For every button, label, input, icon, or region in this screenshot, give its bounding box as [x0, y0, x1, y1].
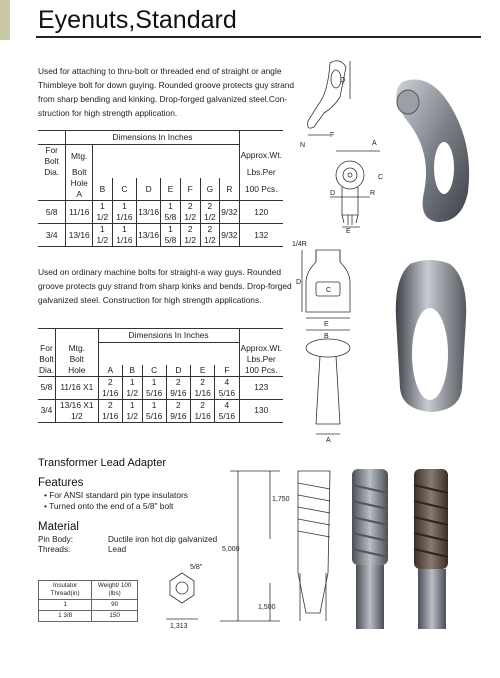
- cell: 4 5/16: [215, 376, 239, 399]
- col-header: Lbs.Per: [239, 167, 283, 178]
- section1-dimensions-table: [38, 130, 283, 247]
- adapter-photos: [342, 465, 472, 635]
- header-rule: [36, 36, 481, 38]
- header-accent-bar: [0, 0, 10, 40]
- section3-title: Transformer Lead Adapter: [38, 457, 166, 469]
- material-label: Pin Body:: [38, 535, 74, 544]
- cell: 13/16 X1 1/2: [55, 399, 98, 422]
- col-letter: F: [215, 365, 239, 377]
- cell: 1 1/2: [122, 376, 142, 399]
- cell: 5/8: [38, 201, 66, 224]
- col-letter: C: [142, 365, 166, 377]
- desc-line: Thimbleye bolt for down guying. Rounded groove protects guy strand: [38, 80, 295, 90]
- section2-description: [38, 265, 308, 307]
- col-header: Approx.Wt.: [240, 342, 282, 353]
- cell: 9/32: [220, 201, 239, 224]
- diagram-label: N: [300, 142, 306, 149]
- diagram-label: C: [378, 174, 384, 181]
- col-header: Bolt: [66, 167, 93, 178]
- col-header: Approx.Wt.: [239, 145, 283, 168]
- col-header: Hole: [55, 365, 98, 377]
- page-title: Eyenuts,Standard: [38, 6, 237, 34]
- table-row: [39, 600, 138, 611]
- cell: 2 1/16: [98, 376, 122, 399]
- col-header: For Bolt: [38, 145, 66, 168]
- cell: 1 1/2: [122, 399, 142, 422]
- col-header: Bolt: [39, 353, 54, 364]
- col-header: 100 Pcs.: [239, 178, 283, 201]
- dimension-label: 5/8": [190, 564, 203, 571]
- eyenut-straight-photo: [380, 258, 485, 418]
- cell: 1: [39, 600, 92, 611]
- desc-line: groove protects guy strand from sharp kinks and bends. Drop-forged: [38, 281, 292, 291]
- cell: 3/4: [38, 399, 55, 422]
- col-letter: E: [161, 178, 181, 201]
- material-value: Lead: [108, 545, 127, 554]
- desc-line: Used on ordinary machine bolts for straight-a way guys. Rounded: [38, 267, 282, 277]
- diagram-label: B: [324, 333, 329, 340]
- desc-line: Used for attaching to thru-bolt or threaded end of straight or angle: [38, 66, 282, 76]
- col-header: Mtg.: [55, 343, 98, 354]
- feature-text: Turned onto the end of a 5/8" bolt: [49, 501, 174, 511]
- desc-line: struction for high strength application.: [38, 108, 178, 118]
- cell: 1 1/16: [112, 201, 136, 224]
- table-row: [38, 399, 283, 422]
- desc-line: from sharp bending and kinking. Drop-forged galvanized steel.Con-: [38, 94, 288, 104]
- cell: 123: [239, 376, 283, 399]
- desc-line: galvanized steel. Construction for high strength applications.: [38, 295, 262, 305]
- cell: 150: [92, 611, 138, 622]
- section1-description: [38, 64, 308, 120]
- cell: 2 9/16: [166, 399, 190, 422]
- page-header: [0, 0, 500, 40]
- table-row: [38, 224, 283, 247]
- list-item: • For ANSI standard pin type insulators: [44, 490, 188, 500]
- cell: 1 1/2: [93, 224, 113, 247]
- col-header: 100 Pcs.: [239, 365, 283, 377]
- list-item: • Turned onto the end of a 5/8" bolt: [44, 501, 174, 511]
- diagram-label: D: [330, 190, 336, 197]
- diagram-label: F: [330, 132, 335, 139]
- col-letter: G: [200, 178, 220, 201]
- adapter-drawing: [150, 463, 340, 633]
- cell: 2 1/2: [180, 224, 200, 247]
- material-label: Threads:: [38, 545, 71, 554]
- cell: 5/8: [38, 376, 55, 399]
- col-letter: D: [166, 365, 190, 377]
- col-header: Dia.: [38, 167, 66, 178]
- cell: 120: [239, 201, 283, 224]
- cell: 132: [239, 224, 283, 247]
- col-letter: C: [112, 178, 136, 201]
- cell: 130: [239, 399, 283, 422]
- col-header: For: [38, 343, 55, 354]
- cell: 1 5/16: [142, 399, 166, 422]
- col-header: Dia.: [39, 364, 54, 375]
- cell: 1 3/8: [39, 611, 92, 622]
- col-header: Mtg.: [66, 145, 93, 168]
- table-row: [38, 201, 283, 224]
- diagram-label: 1/4R: [292, 241, 307, 248]
- diagram-label: C: [326, 287, 332, 294]
- cell: 1 1/16: [112, 224, 136, 247]
- col-header: Lbs.Per: [239, 354, 283, 365]
- col-letter: B: [93, 178, 113, 201]
- features-heading: Features: [38, 477, 84, 489]
- dims-header: Dimensions In Inches: [66, 131, 239, 145]
- cell: 1 5/8: [161, 201, 181, 224]
- cell: 2 1/16: [98, 399, 122, 422]
- dimension-label: 5,000: [222, 546, 240, 553]
- dimension-label: 1,750: [272, 496, 290, 503]
- col-header: Insulator Thread(in): [39, 581, 92, 600]
- diagram-label: Q: [340, 77, 346, 84]
- table-row: [38, 376, 283, 399]
- diagram-label: A: [326, 437, 331, 444]
- cell: 2 1/2: [180, 201, 200, 224]
- cell: 11/16: [66, 201, 93, 224]
- cell: 1 1/2: [93, 201, 113, 224]
- cell: 90: [92, 600, 138, 611]
- cell: 9/32: [220, 224, 239, 247]
- diagram-label: A: [372, 140, 377, 147]
- dimension-label: 1,500: [258, 604, 276, 611]
- cell: 2 1/16: [191, 399, 215, 422]
- cell: 1 5/16: [142, 376, 166, 399]
- material-heading: Material: [38, 521, 79, 533]
- weight-table: [38, 580, 138, 622]
- cell: 4 5/16: [215, 399, 239, 422]
- col-letter: D: [137, 178, 161, 201]
- cell: 11/16 X1: [55, 376, 98, 399]
- col-letter: R: [220, 178, 239, 201]
- eyenut-angle-photo: [378, 72, 488, 232]
- cell: 13/16: [66, 224, 93, 247]
- col-header: Weight/ 100 (lbs): [92, 581, 138, 600]
- col-letter: A: [98, 365, 122, 377]
- cell: 3/4: [38, 224, 66, 247]
- cell: 2 1/2: [200, 201, 220, 224]
- eyenut-straight-drawing: [288, 238, 378, 446]
- dims-header: Dimensions In Inches: [98, 329, 239, 343]
- cell: 13/16: [137, 201, 161, 224]
- feature-text: For ANSI standard pin type insulators: [49, 490, 188, 500]
- material-value: Ductile iron hot dip galvanized: [108, 535, 218, 544]
- cell: 13/16: [137, 224, 161, 247]
- diagram-label: R: [370, 190, 376, 197]
- diagram-label: E: [346, 228, 351, 235]
- table-row: [39, 611, 138, 622]
- cell: 2 1/16: [191, 376, 215, 399]
- col-header: Bolt: [55, 354, 98, 365]
- cell: 2 1/2: [200, 224, 220, 247]
- col-letter: F: [180, 178, 200, 201]
- col-letter: E: [191, 365, 215, 377]
- diagram-label: E: [324, 321, 329, 328]
- dimension-label: 1,313: [170, 623, 188, 630]
- col-letter: B: [122, 365, 142, 377]
- col-header: Hole A: [66, 178, 93, 201]
- cell: 1 5/8: [161, 224, 181, 247]
- diagram-label: D: [296, 279, 302, 286]
- cell: 2 9/16: [166, 376, 190, 399]
- section2-dimensions-table: [38, 328, 283, 423]
